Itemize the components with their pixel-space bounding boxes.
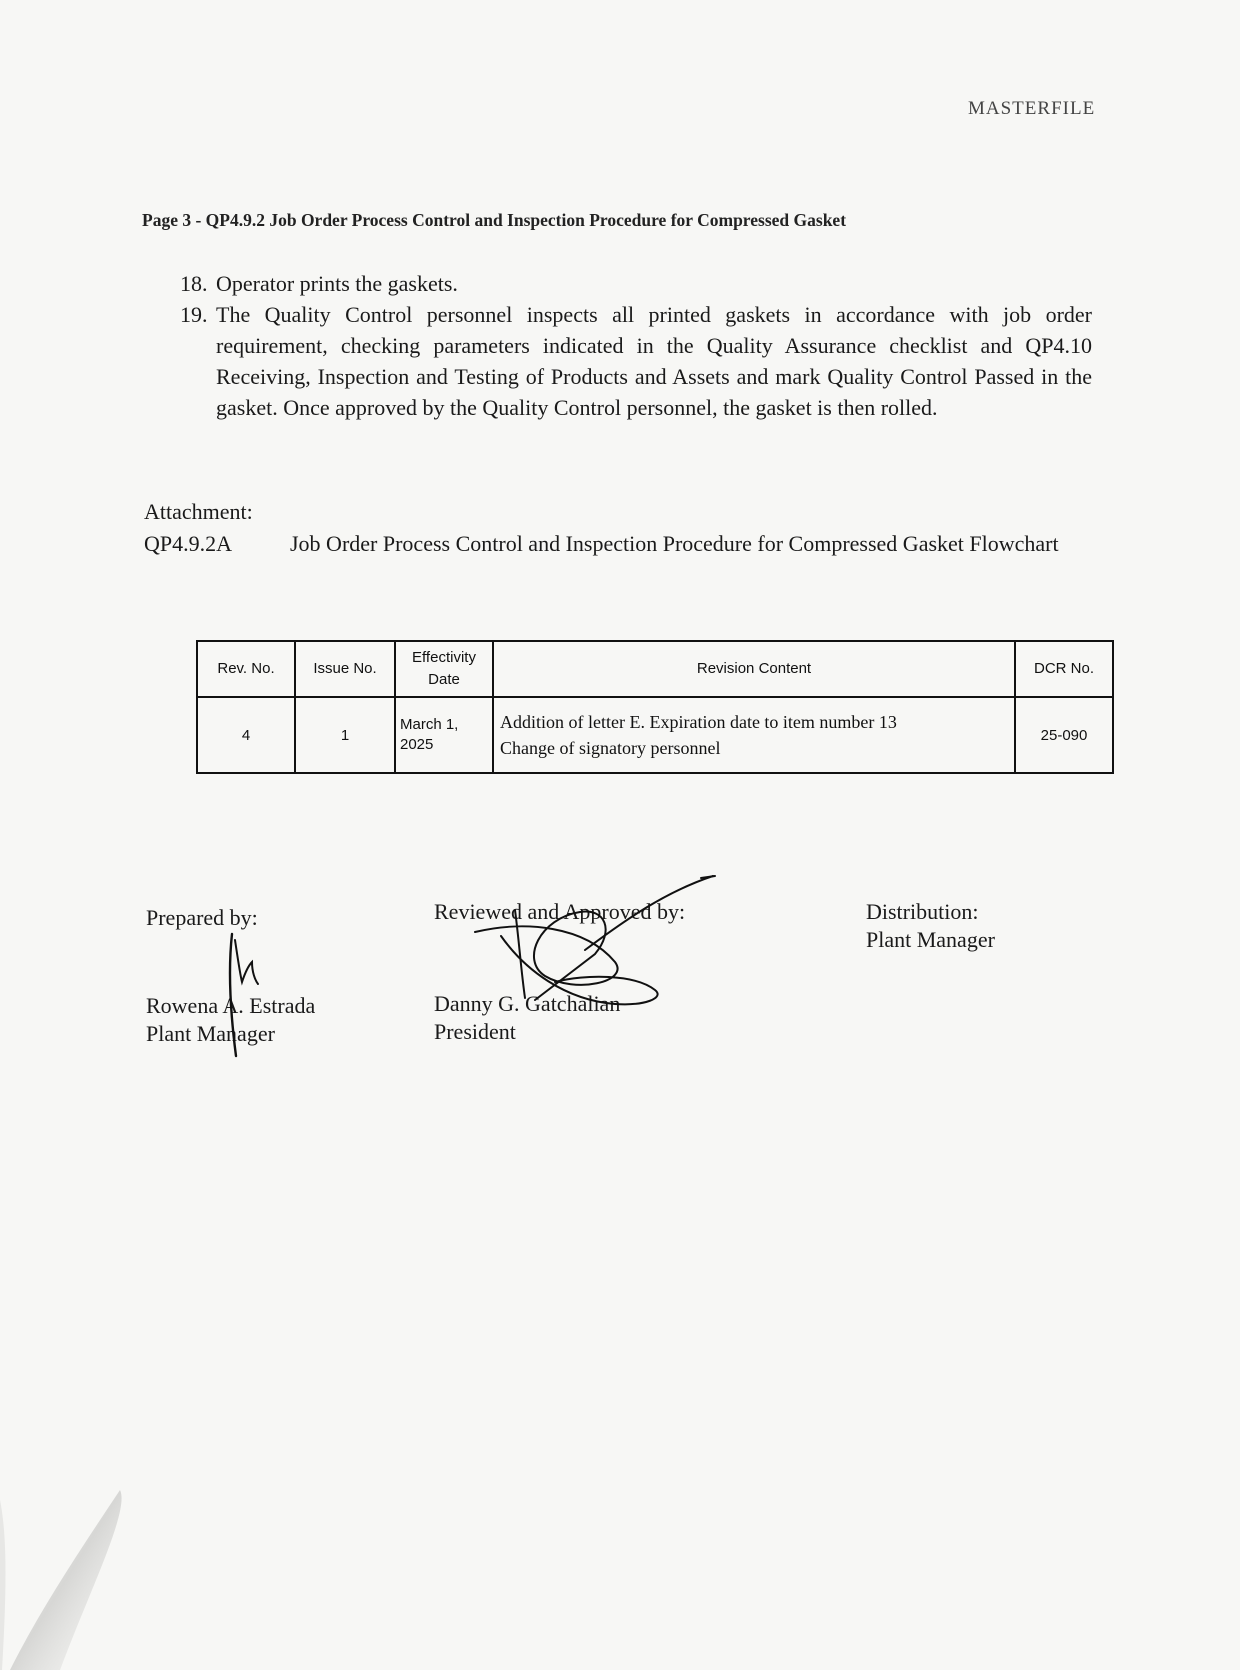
procedure-steps xyxy=(180,268,1092,423)
attachment-description: Job Order Process Control and Inspection Procedure for Compressed Gasket Flowchart xyxy=(290,531,1059,556)
reviewer-name: Danny G. Gatchalian xyxy=(434,991,621,1016)
header-rev-no: Rev. No. xyxy=(197,641,295,697)
cell-dcr-no: 25-090 xyxy=(1015,697,1113,773)
header-issue-no: Issue No. xyxy=(295,641,395,697)
content-line1: Addition of letter E. Expiration date to item number 13 xyxy=(500,712,897,732)
date-line1: March 1, xyxy=(400,716,459,733)
content-line2: Change of signatory personnel xyxy=(500,738,721,758)
procedure-step xyxy=(180,268,1092,299)
cell-revision-content xyxy=(493,697,1015,773)
distribution-block xyxy=(866,898,995,954)
procedure-step xyxy=(180,299,1092,423)
step-number: 18. xyxy=(180,271,208,296)
reviewer-signature xyxy=(465,870,725,1030)
preparer-title: Plant Manager xyxy=(146,1021,275,1046)
distribution-label: Distribution: xyxy=(866,899,979,924)
cell-effectivity-date xyxy=(395,697,493,773)
distribution-recipient: Plant Manager xyxy=(866,927,995,952)
header-effectivity-line2: Date xyxy=(428,671,460,688)
header-revision-content: Revision Content xyxy=(493,641,1015,697)
step-text: The Quality Control personnel inspects all printed gaskets in accordance with job order requirement, checking parameters indicated in the Quality Assurance checklist and QP4.10 Receiving, Inspection and Testing of Products and Assets and mark Quality Control Passed in the gasket. Once approved by the Quality Control personnel, the gasket is then rolled. xyxy=(216,302,1092,420)
reviewer-title: President xyxy=(434,1019,516,1044)
scan-shadow xyxy=(0,1380,200,1670)
page-header: Page 3 - QP4.9.2 Job Order Process Control and Inspection Procedure for Compressed Gasket xyxy=(142,210,847,230)
attachment-code: QP4.9.2A xyxy=(144,531,233,556)
header-dcr-no: DCR No. xyxy=(1015,641,1113,697)
revision-table xyxy=(196,640,1114,774)
table-row xyxy=(197,697,1113,773)
step-number: 19. xyxy=(180,302,208,327)
header-effectivity-date xyxy=(395,641,493,697)
step-text: Operator prints the gaskets. xyxy=(216,271,458,296)
date-line2: 2025 xyxy=(400,736,434,753)
prepared-by-label: Prepared by: xyxy=(146,905,258,930)
attachment-entry xyxy=(144,528,1092,560)
preparer-signature xyxy=(222,930,272,1064)
masterfile-stamp: MASTERFILE xyxy=(968,98,1096,119)
attachment-label: Attachment: xyxy=(144,499,253,524)
cell-rev-no: 4 xyxy=(197,697,295,773)
preparer-name: Rowena A. Estrada xyxy=(146,993,316,1018)
revision-table-header xyxy=(197,641,1113,697)
cell-issue-no: 1 xyxy=(295,697,395,773)
header-effectivity-line1: Effectivity xyxy=(412,649,476,666)
reviewed-by-label: Reviewed and Approved by: xyxy=(434,899,686,924)
